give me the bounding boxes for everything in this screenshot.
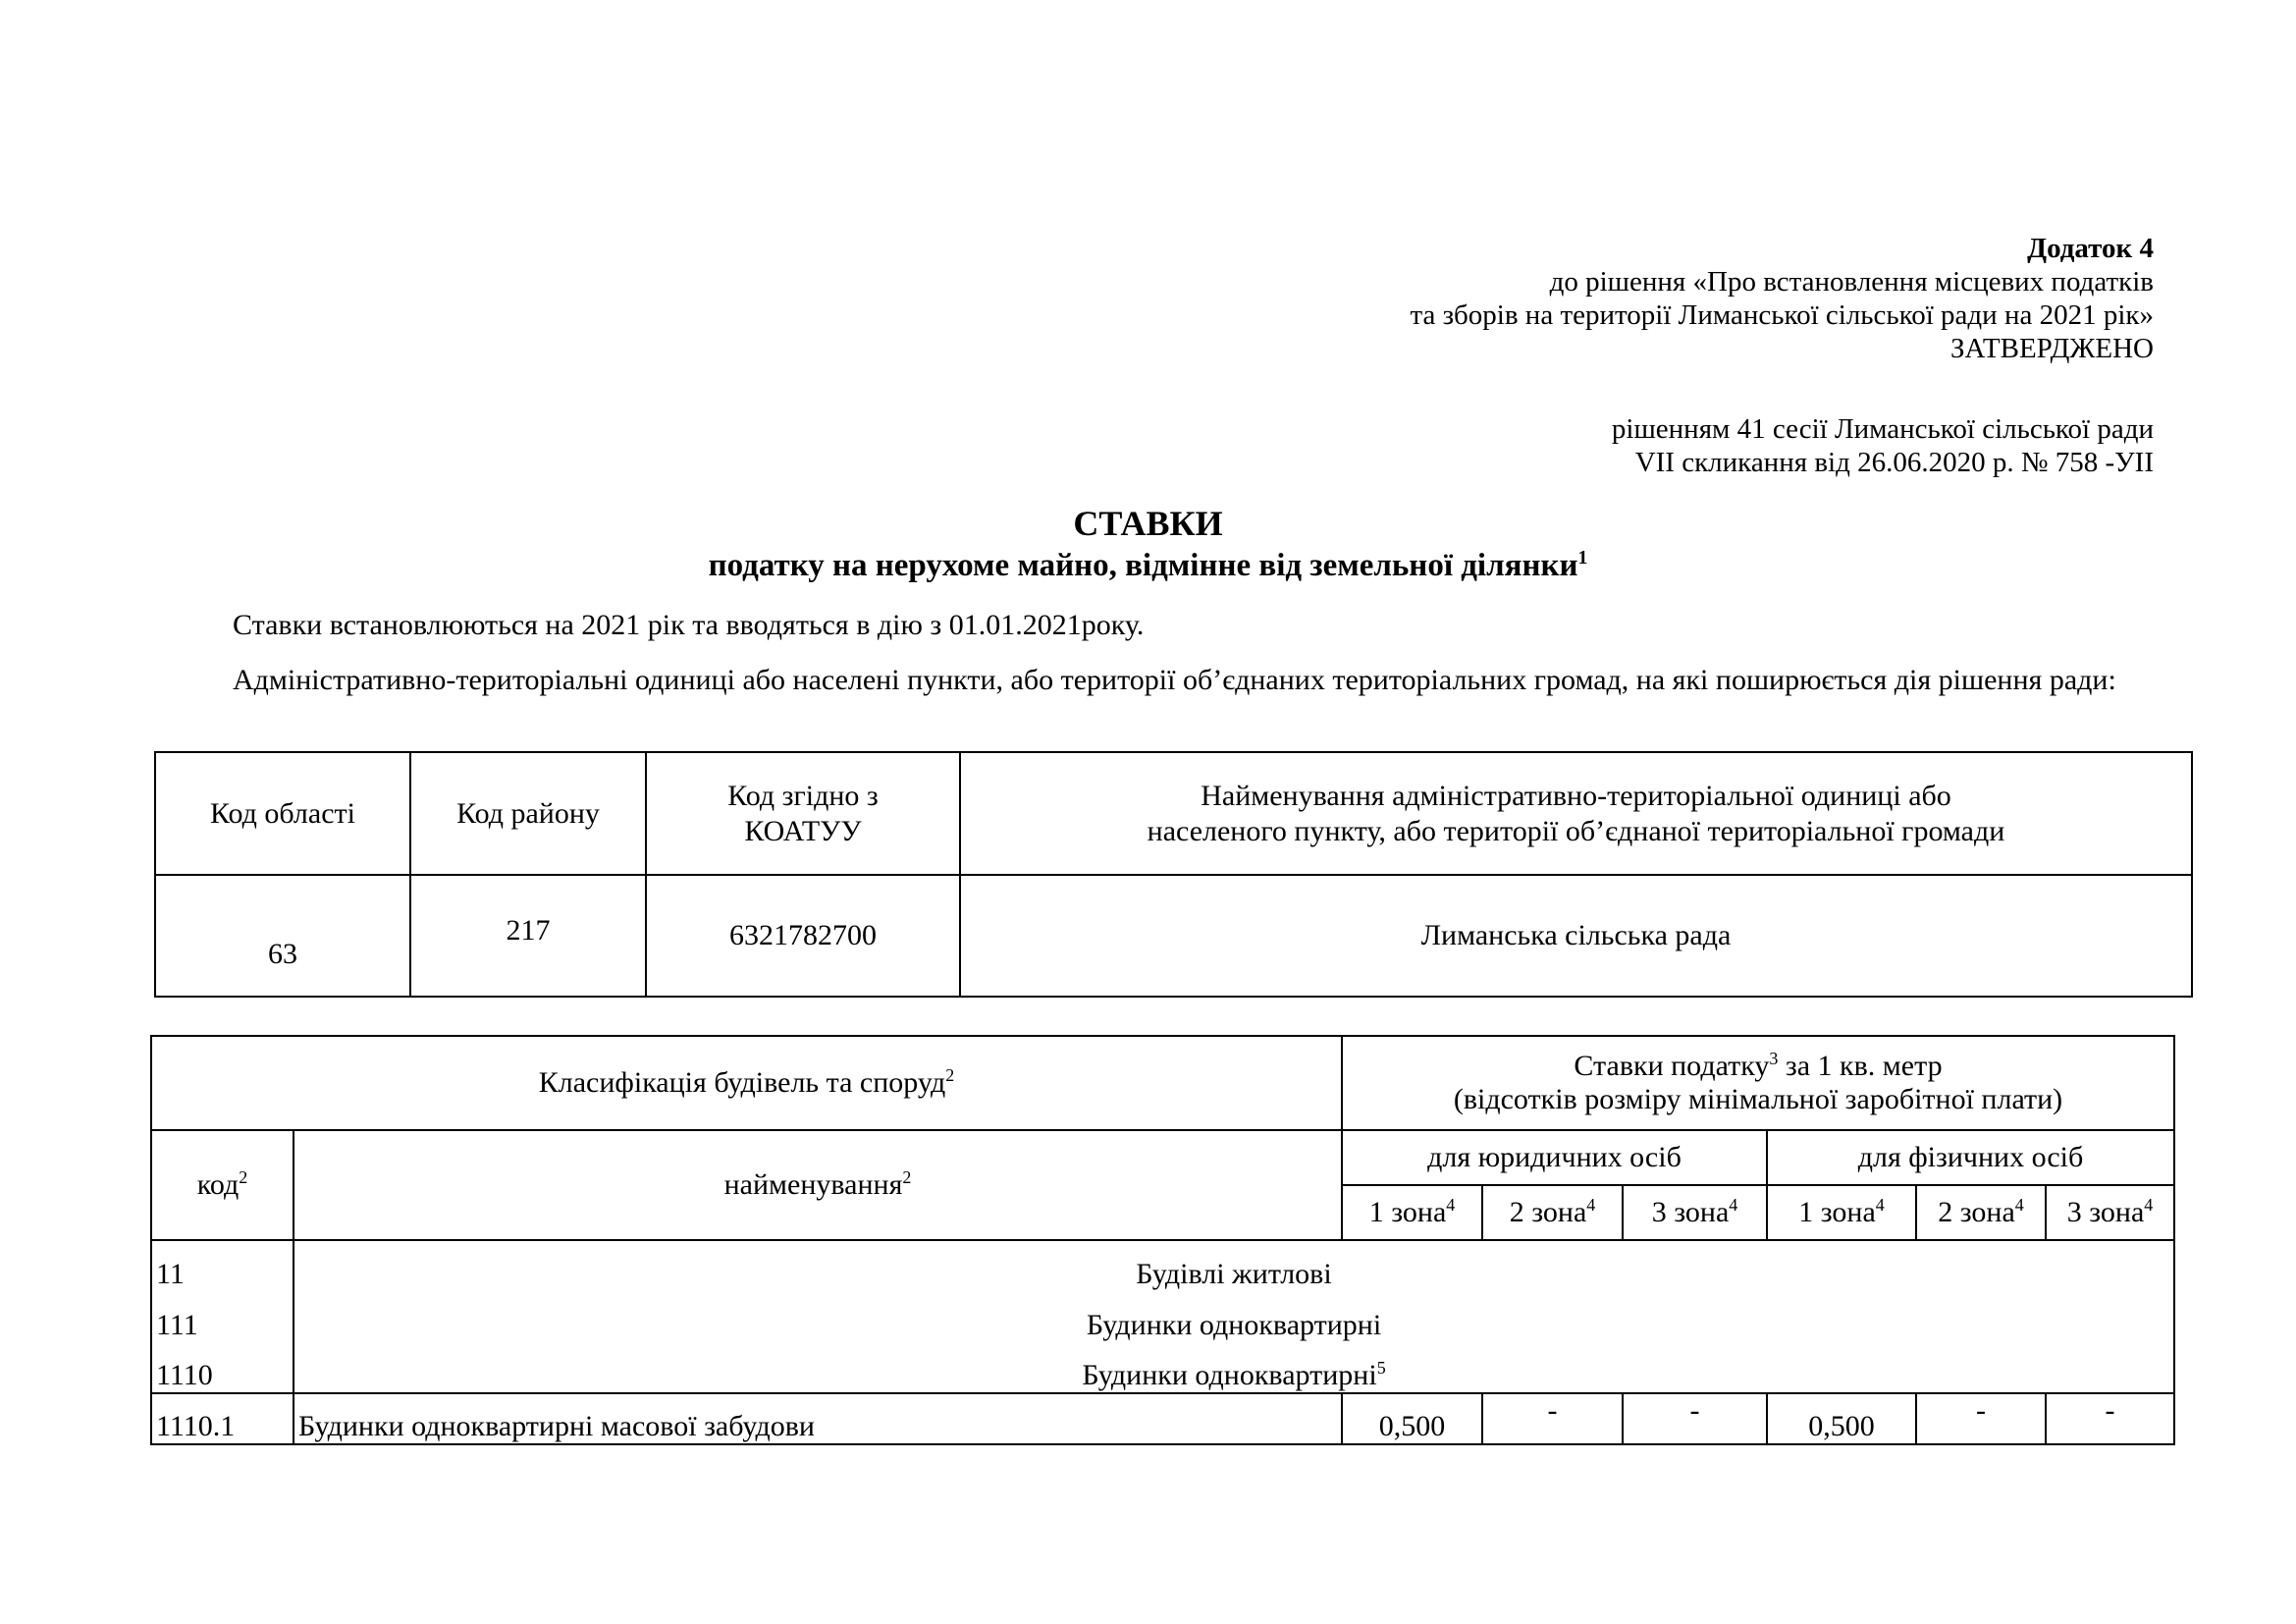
cell-koatuu: 6321782700 xyxy=(646,875,960,997)
rate-individual-zone-1: 0,500 xyxy=(1767,1393,1916,1444)
zone-label: 3 зона xyxy=(2066,1196,2145,1228)
rates-header-tail: за 1 кв. метр xyxy=(1778,1050,1943,1082)
group-row xyxy=(151,1240,2174,1291)
header-koatuu-line-2: КОАТУУ xyxy=(744,814,862,847)
tax-rates-table xyxy=(150,1035,2175,1445)
rate-legal-zone-2: - xyxy=(1482,1393,1623,1444)
header-region-code: Код області xyxy=(155,752,410,875)
footnote-mark: 1 xyxy=(1577,547,1588,568)
rate-legal-zone-3: - xyxy=(1623,1393,1767,1444)
zone-header-legal-3 xyxy=(1623,1185,1767,1240)
header-unit-name xyxy=(960,752,2192,875)
document-title: СТАВКИ xyxy=(1073,504,1223,543)
zone-label: 2 зона xyxy=(1938,1196,2015,1228)
footnote-mark: 4 xyxy=(1586,1195,1596,1215)
rates-header-line-1 xyxy=(1343,1050,2173,1083)
group-row xyxy=(151,1291,2174,1342)
rates-header-row-1 xyxy=(151,1036,2174,1130)
group-title xyxy=(294,1342,2174,1393)
code-header-text: код xyxy=(196,1168,240,1201)
rates-header-row-2 xyxy=(151,1130,2174,1185)
rate-individual-zone-2: - xyxy=(1916,1393,2046,1444)
rates-header-text: Ставки податку xyxy=(1574,1050,1770,1082)
header-koatuu-line-1: Код згідно з xyxy=(727,779,879,812)
appendix-line-2: та зборів на території Лиманської сільської ради на 2021 рік» xyxy=(1410,299,2154,331)
appendix-title: Додаток 4 xyxy=(2027,233,2154,264)
appendix-block xyxy=(1410,232,2154,365)
classification-header-text: Класифікація будівель та споруд xyxy=(538,1066,946,1099)
header-district-code: Код району xyxy=(410,752,646,875)
row-name: Будинки одноквартирні масової забудови xyxy=(294,1393,1342,1444)
zone-label: 1 зона xyxy=(1368,1196,1447,1228)
zone-header-individual-2 xyxy=(1916,1185,2046,1240)
cell-district-code: 217 xyxy=(410,875,646,997)
header-unit-name-line-2: населеного пункту, або території об’єднаної територіальної громади xyxy=(1147,814,2005,847)
footnote-mark: 2 xyxy=(945,1065,955,1085)
document-subtitle xyxy=(0,548,2296,584)
group-code: 111 xyxy=(151,1291,294,1342)
group-title-text: Будинки одноквартирні xyxy=(1082,1359,1377,1391)
group-code: 11 xyxy=(151,1240,294,1291)
admin-table-row xyxy=(155,875,2192,997)
group-row xyxy=(151,1342,2174,1393)
name-header-text: найменування xyxy=(723,1168,903,1201)
zone-label: 1 зона xyxy=(1798,1196,1876,1228)
approved-label: ЗАТВЕРДЖЕНО xyxy=(1949,333,2154,364)
rate-legal-zone-1: 0,500 xyxy=(1342,1393,1482,1444)
classification-header xyxy=(151,1036,1342,1130)
footnote-mark: 2 xyxy=(902,1167,912,1187)
cell-region-code: 63 xyxy=(155,875,410,997)
zone-header-legal-1 xyxy=(1342,1185,1482,1240)
zone-header-legal-2 xyxy=(1482,1185,1623,1240)
approval-block xyxy=(1612,412,2154,479)
code-header xyxy=(151,1130,294,1240)
zone-header-individual-3 xyxy=(2046,1185,2174,1240)
footnote-mark: 4 xyxy=(1875,1195,1885,1215)
zone-header-individual-1 xyxy=(1767,1185,1916,1240)
cell-unit-name: Лиманська сільська рада xyxy=(960,875,2192,997)
individuals-header: для фізичних осіб xyxy=(1767,1130,2174,1185)
footnote-mark: 3 xyxy=(1769,1049,1779,1068)
zone-label: 3 зона xyxy=(1651,1196,1730,1228)
footnote-mark: 4 xyxy=(2144,1195,2154,1215)
rates-header-line-2: (відсотків розміру мінімальної заробітної плати) xyxy=(1453,1083,2063,1115)
group-code: 1110 xyxy=(151,1342,294,1393)
footnote-mark: 4 xyxy=(2014,1195,2024,1215)
header-koatuu xyxy=(646,752,960,875)
table-row xyxy=(151,1393,2174,1444)
approval-line-2: VII скликання від 26.06.2020 р. № 758 -УІІ xyxy=(1634,447,2154,478)
footnote-mark: 4 xyxy=(1446,1195,1456,1215)
subtitle-text: податку на нерухоме майно, відмінне від земельної ділянки xyxy=(708,548,1578,583)
rate-individual-zone-3: - xyxy=(2046,1393,2174,1444)
row-code: 1110.1 xyxy=(151,1393,294,1444)
group-title: Будівлі житлові xyxy=(294,1240,2174,1291)
footnote-mark: 4 xyxy=(1729,1195,1738,1215)
name-header xyxy=(294,1130,1342,1240)
legal-entities-header: для юридичних осіб xyxy=(1342,1130,1767,1185)
effective-date-paragraph: Ставки встановлюються на 2021 рік та вводяться в дію з 01.01.2021року. xyxy=(233,609,1145,641)
units-paragraph: Адміністративно-територіальні одиниці або населені пункти, або території об’єднаних територіальних громад, на які поширюється дія рішення ради: xyxy=(233,664,2116,696)
admin-units-table xyxy=(154,751,2193,998)
rates-header xyxy=(1342,1036,2174,1130)
admin-table-header-row xyxy=(155,752,2192,875)
group-title: Будинки одноквартирні xyxy=(294,1291,2174,1342)
approval-line-1: рішенням 41 сесії Лиманської сільської ради xyxy=(1611,413,2154,445)
header-unit-name-line-1: Найменування адміністративно-територіальної одиниці або xyxy=(1201,779,1951,812)
appendix-line-1: до рішення «Про встановлення місцевих податків xyxy=(1549,266,2154,298)
zone-label: 2 зона xyxy=(1509,1196,1587,1228)
footnote-mark: 2 xyxy=(239,1167,248,1187)
footnote-mark: 5 xyxy=(1376,1358,1386,1378)
